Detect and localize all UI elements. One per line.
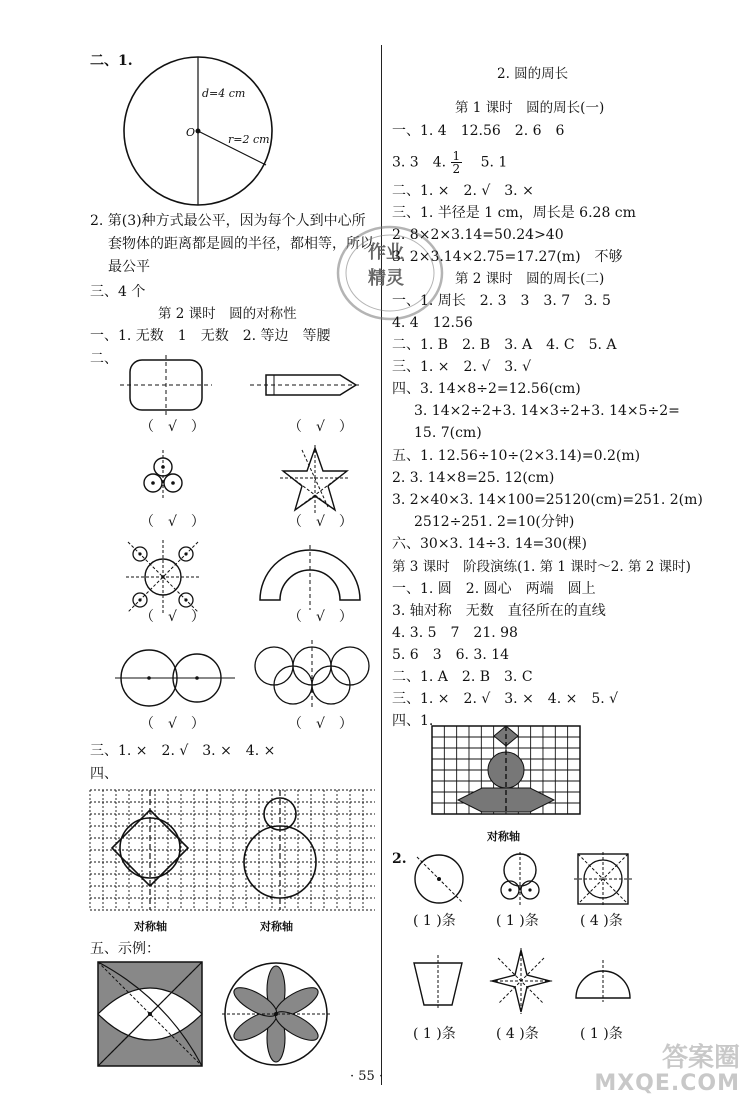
stamp-line2: 精灵 (368, 268, 404, 289)
q2-1-label: 二、1. (90, 53, 133, 69)
three-circles-figure (138, 450, 188, 500)
l2-q3: 三、1. × 2. √ 3. × 4. × (90, 743, 276, 759)
circle-in-square-figure (574, 852, 632, 906)
r-l2-q5-3: 3. 2×40×3. 14×100=25120(cm)=251. 2(m) (392, 492, 703, 508)
r-l2-q5-1: 五、1. 12.56÷10÷(2×3.14)=0.2(m) (392, 448, 641, 464)
square-pattern-figure (96, 960, 204, 1068)
four-circles-figure (126, 540, 200, 614)
r-l3-q1-2: 3. 轴对称 无数 直径所在的直线 (392, 603, 606, 619)
r-l2-q1a: 一、1. 周长 2. 3 3 3. 7 3. 5 (392, 293, 611, 309)
l2-q2-label: 二、 (90, 351, 118, 367)
circle-with-diameter-figure (412, 852, 466, 906)
olympic-rings-figure (252, 640, 372, 710)
four-point-star-figure (490, 948, 552, 1014)
r-l3-q1-1: 一、1. 圆 2. 圆心 两端 圆上 (392, 581, 596, 597)
center-label: O (186, 126, 196, 139)
r-l3-q4-label: 四、1. (392, 713, 434, 729)
check-mark-2: （ √ ） (288, 419, 353, 435)
radius-label: r=2 cm (228, 133, 270, 146)
trapezoid-figure (408, 955, 468, 1010)
fraction-one-half (451, 150, 463, 175)
pencil-figure (248, 365, 364, 405)
watermark-line2: MXQE.COM (594, 1071, 740, 1096)
r-l3-q2: 二、1. A 2. B 3. C (392, 669, 533, 685)
dotted-grid-figure (90, 790, 375, 910)
l2-q5-label: 五、示例： (90, 941, 160, 957)
r-l2-q6: 六、30×3. 14÷3. 14=30(棵) (392, 536, 587, 552)
r-l2-q5-4: 2512÷251. 2=10(分钟) (414, 514, 575, 530)
axis-label-2: 对称轴 (260, 920, 293, 933)
r-lesson1-title: 第 1 课时 圆的周长(一) (455, 100, 605, 116)
r-l2-q4-3: 15. 7(cm) (414, 425, 482, 441)
r-l1-q1b (392, 150, 507, 175)
line-count-6: ( 1 )条 (580, 1026, 623, 1042)
flower-pattern-figure (222, 960, 330, 1068)
square-grid-figure (432, 726, 580, 814)
star-figure (280, 445, 350, 515)
l2-q4-label: 四、 (90, 766, 118, 782)
r-l3-q3: 三、1. × 2. √ 3. × 4. × 5. √ (392, 691, 619, 707)
axis-label-1: 对称轴 (134, 920, 167, 933)
stamp-line1: 作业 (368, 242, 404, 263)
r-l2-q4-2: 3. 14×2÷2+3. 14×3÷2+3. 14×5÷2= (414, 403, 680, 419)
fraction-denominator: 2 (452, 162, 461, 176)
r-l2-q1b: 4. 4 12.56 (392, 315, 473, 331)
r-l1-q3-1: 三、1. 半径是 1 cm，周长是 6.28 cm (392, 205, 636, 221)
r-l1-q3-2: 2. 8×2×3.14=50.24>40 (392, 227, 564, 243)
circles-stack-figure (495, 852, 545, 906)
r-l3-q4-2-label: 2. (392, 851, 407, 867)
r-l2-q4-1: 四、3. 14×8÷2=12.56(cm) (392, 381, 581, 397)
r-l2-q2: 二、1. B 2. B 3. A 4. C 5. A (392, 337, 617, 353)
q2-2-line3: 最公平 (108, 259, 150, 275)
q2-2-line2: 套物体的距离都是圆的半径，都相等，所以 (108, 236, 374, 252)
check-mark-5: （ √ ） (140, 609, 205, 625)
r-l2-q3: 三、1. × 2. √ 3. √ (392, 359, 531, 375)
r-l3-q1-4: 5. 6 3 6. 3. 14 (392, 647, 510, 663)
r-l3-q1-3: 4. 3. 5 7 21. 98 (392, 625, 518, 641)
r-l1-q2: 二、1. × 2. √ 3. × (392, 183, 534, 199)
watermark-line1: 答案圈 (661, 1043, 740, 1073)
section-title: 2. 圆的周长 (497, 66, 569, 82)
check-mark-3: （ √ ） (140, 514, 205, 530)
r-axis-label: 对称轴 (487, 830, 520, 843)
check-mark-1: （ √ ） (140, 419, 205, 435)
column-divider (381, 45, 382, 1085)
semicircle-figure (572, 960, 634, 1002)
r-l1-q1: 一、1. 4 12.56 2. 6 6 (392, 123, 565, 139)
check-mark-8: （ √ ） (288, 716, 353, 732)
r-l2-q5-2: 2. 3. 14×8=25. 12(cm) (392, 470, 555, 486)
rounded-rect-figure (118, 355, 214, 415)
q3-answer: 三、4 个 (90, 284, 146, 300)
r-lesson3-title: 第 3 课时 阶段演练(1. 第 1 课时～2. 第 2 课时) (392, 559, 691, 575)
site-watermark (594, 1045, 740, 1097)
line-count-1: ( 1 )条 (413, 913, 456, 929)
r-l1-q3-3: 3. 2×3.14×2.75=17.27(m) 不够 (392, 249, 623, 265)
lesson2-title: 第 2 课时 圆的对称性 (158, 306, 297, 322)
check-mark-4: （ √ ） (288, 514, 353, 530)
l2-q1: 一、1. 无数 1 无数 2. 等边 等腰 (90, 328, 331, 344)
r-lesson2-title: 第 2 课时 圆的周长(二) (455, 271, 605, 287)
half-ring-figure (255, 545, 365, 610)
fraction-numerator: 1 (452, 149, 461, 163)
line-count-5: ( 4 )条 (496, 1026, 539, 1042)
diameter-label: d=4 cm (202, 87, 246, 100)
page-number: · 55 · (350, 1069, 384, 1084)
r-l1-q1b-post: 5. 1 (466, 154, 508, 171)
two-circles-figure (115, 645, 235, 711)
line-count-4: ( 1 )条 (413, 1026, 456, 1042)
line-count-2: ( 1 )条 (496, 913, 539, 929)
q2-2-line1: 2. 第(3)种方式最公平，因为每个人到中心所 (90, 213, 366, 229)
check-mark-6: （ √ ） (288, 609, 353, 625)
line-count-3: ( 4 )条 (580, 913, 623, 929)
r-l1-q1b-pre: 3. 3 4. (392, 154, 447, 171)
check-mark-7: （ √ ） (140, 716, 205, 732)
